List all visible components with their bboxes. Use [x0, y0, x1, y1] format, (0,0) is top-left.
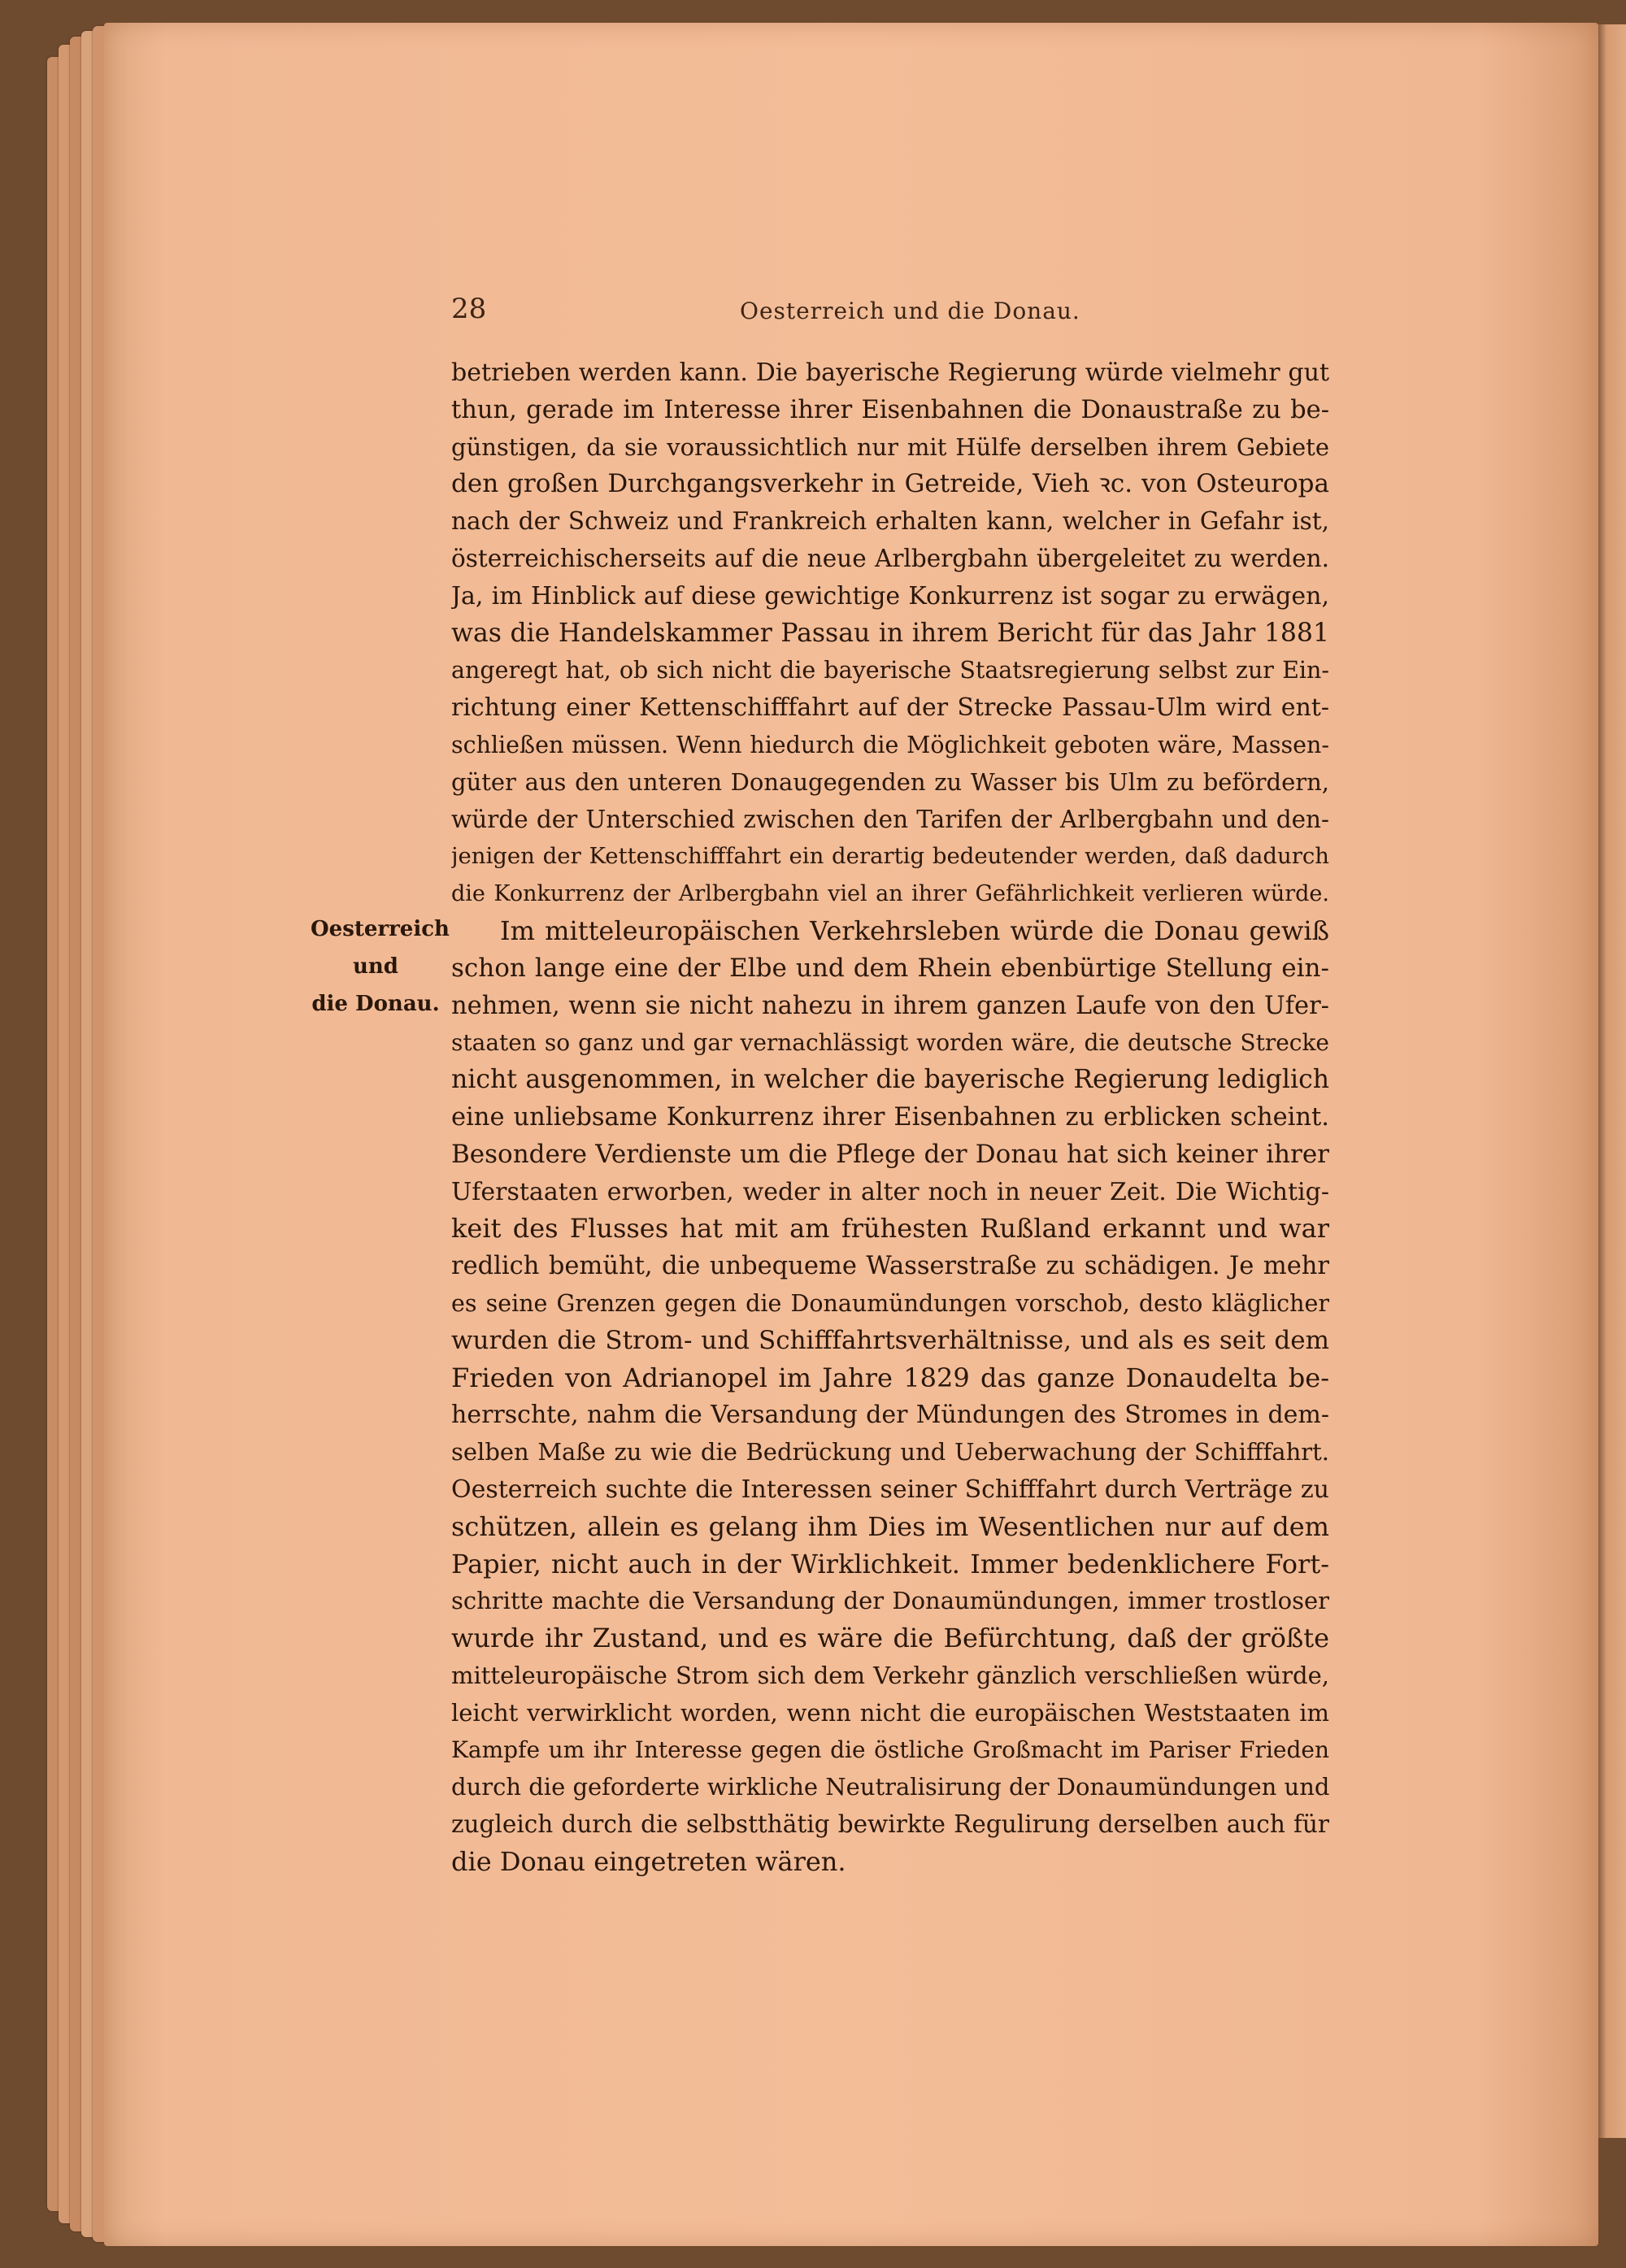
marginal-note — [311, 911, 450, 1023]
text-line: Ja, im Hinblick auf diese gewichtige Konkurrenz ist sogar zu erwägen, — [451, 581, 1329, 610]
text-line: Uferstaaten erworben, weder in alter noch in neuer Zeit. Die Wichtig- — [451, 1177, 1329, 1206]
text-line: schritte machte die Versandung der Donaumündungen, immer trostloser — [451, 1587, 1329, 1615]
text-line: nach der Schweiz und Frankreich erhalten kann, welcher in Gefahr ist, — [451, 507, 1329, 536]
text-line: nehmen, wenn sie nicht nahezu in ihrem ganzen Laufe von den Ufer- — [451, 991, 1329, 1020]
text-line: schützen, allein es gelang ihm Dies im Wesentlichen nur auf dem — [451, 1510, 1329, 1542]
marginal-note-line: die Donau. — [311, 991, 440, 1016]
text-line: mitteleuropäische Strom sich dem Verkehr gänzlich verschließen würde, — [451, 1661, 1329, 1689]
text-line: durch die geforderte wirkliche Neutralisirung der Donaumündungen und — [451, 1773, 1329, 1801]
text-line: den großen Durchgangsverkehr in Getreide, Vieh ꝛc. von Osteuropa — [451, 469, 1329, 499]
text-line: zugleich durch die selbstthätig bewirkte Regulirung derselben auch für — [451, 1810, 1329, 1839]
text-line: wurden die Strom- und Schifffahrtsverhältnisse, und als es seit dem — [451, 1325, 1329, 1355]
text-line: es seine Grenzen gegen die Donaumündungen vorschob, desto kläglicher — [451, 1289, 1329, 1317]
page-number: 28 — [451, 293, 487, 325]
text-line: leicht verwirklicht worden, wenn nicht die europäischen Weststaaten im — [451, 1698, 1329, 1727]
text-line: würde der Unterschied zwischen den Tarifen der Arlbergbahn und den- — [451, 805, 1329, 833]
text-line: güter aus den unteren Donaugegenden zu Wasser bis Ulm zu befördern, — [451, 767, 1329, 796]
text-line: schon lange eine der Elbe und dem Rhein ebenbürtige Stellung ein- — [451, 953, 1329, 983]
text-line: Besondere Verdienste um die Pflege der Donau hat sich keiner ihrer — [451, 1139, 1329, 1169]
text-line: keit des Flusses hat mit am frühesten Rußland erkannt und war — [451, 1213, 1329, 1245]
text-line: wurde ihr Zustand, und es wäre die Befürchtung, daß der größte — [451, 1623, 1329, 1654]
text-line: Papier, nicht auch in der Wirklichkeit. Immer bedenklichere Fort- — [451, 1548, 1329, 1579]
text-line: jenigen der Kettenschifffahrt ein derartig bedeutender werden, daß dadurch — [451, 843, 1329, 870]
running-head: Oesterreich und die Donau. — [740, 298, 1080, 324]
marginal-note-line: Oesterreich — [311, 917, 450, 941]
text-line: Oesterreich suchte die Interessen seiner Schifffahrt durch Verträge zu — [451, 1475, 1329, 1504]
text-line: richtung einer Kettenschifffahrt auf der Strecke Passau-Ulm wird ent- — [451, 693, 1329, 723]
text-line: die Konkurrenz der Arlbergbahn viel an ihrer Gefährlichkeit verlieren würde. — [451, 881, 1329, 907]
text-line: selben Maße zu wie die Bedrückung und Ueberwachung der Schifffahrt. — [451, 1438, 1329, 1466]
text-line: Frieden von Adrianopel im Jahre 1829 das ganze Donaudelta be- — [451, 1362, 1329, 1393]
body-text — [451, 354, 1329, 1881]
text-line: staaten so ganz und gar vernachlässigt worden wäre, die deutsche Strecke — [451, 1029, 1329, 1057]
facing-page-edge — [1593, 24, 1626, 2138]
text-line: betrieben werden kann. Die bayerische Regierung würde vielmehr gut — [451, 358, 1329, 387]
text-line: schließen müssen. Wenn hiedurch die Möglichkeit geboten wäre, Massen- — [451, 731, 1329, 758]
paragraph-start-line: Im mitteleuropäischen Verkehrsleben würde die Donau gewiß — [500, 915, 1329, 946]
text-line: was die Handelskammer Passau in ihrem Bericht für das Jahr 1881 — [451, 618, 1329, 648]
text-line: redlich bemüht, die unbequeme Wasserstraße zu schädigen. Je mehr — [451, 1252, 1329, 1281]
text-line: nicht ausgenommen, in welcher die bayerische Regierung lediglich — [451, 1065, 1329, 1095]
text-line: günstigen, da sie voraussichtlich nur mit Hülfe derselben ihrem Gebiete — [451, 432, 1329, 461]
text-line: die Donau eingetreten wären. — [451, 1845, 846, 1877]
text-line: eine unliebsame Konkurrenz ihrer Eisenbahnen zu erblicken scheint. — [451, 1102, 1329, 1132]
text-line: angeregt hat, ob sich nicht die bayerische Staatsregierung selbst zur Ein- — [451, 657, 1329, 684]
text-line: herrschte, nahm die Versandung der Mündungen des Stromes in dem- — [451, 1401, 1329, 1430]
text-line: thun, gerade im Interesse ihrer Eisenbahnen die Donaustraße zu be- — [451, 395, 1329, 424]
marginal-note-line: und — [353, 954, 398, 979]
text-line: Kampfe um ihr Interesse gegen die östliche Großmacht im Pariser Frieden — [451, 1736, 1329, 1764]
text-line: österreichischerseits auf die neue Arlbergbahn übergeleitet zu werden. — [451, 544, 1329, 572]
